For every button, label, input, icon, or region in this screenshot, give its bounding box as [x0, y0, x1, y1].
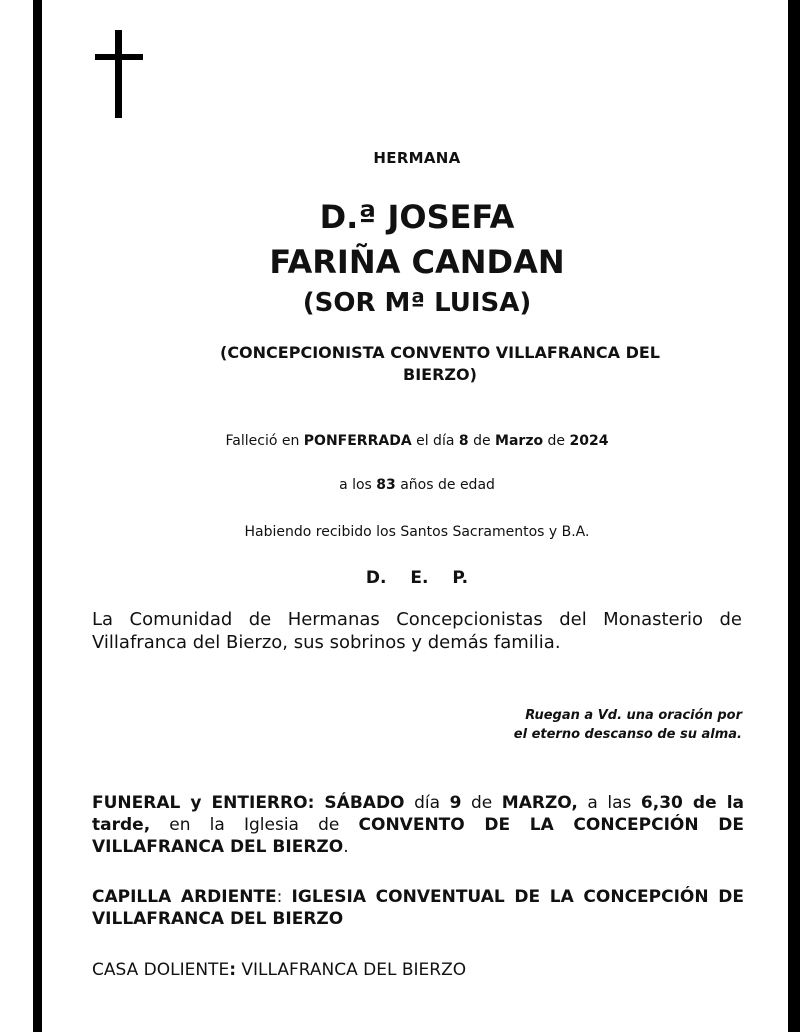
house-label: CASA DOLIENTE: [92, 960, 230, 980]
death-place: PONFERRADA: [303, 433, 412, 449]
religious-name: (SOR Mª LUISA): [302, 288, 532, 318]
name-line-1: D.ª JOSEFA: [319, 198, 515, 236]
chapel-info: CAPILLA ARDIENTE: IGLESIA CONVENTUAL DE LA CONCEPCIÓN DE VILLAFRANCA DEL BIERZO: [92, 887, 745, 929]
cross-icon: [95, 30, 145, 120]
prayer-request: Ruegan a Vd. una oración por el eterno descanso de su alma.: [513, 708, 742, 742]
funeral-info: FUNERAL y ENTIERRO: SÁBADO día 9 de MARZO, a las 6,30 de la tarde, en la Iglesia de CONVENTO DE LA CONCEPCIÓN DE VILLAFRANCA DEL BIERZO.: [92, 793, 744, 857]
sacraments-text: Habiendo recibido los Santos Sacramentos y B.A.: [244, 524, 590, 540]
community-text: La Comunidad de Hermanas Concepcionistas del Monasterio de Villafranca del Bierzo, sus sobrinos y demás familia.: [92, 609, 742, 653]
funeral-label: FUNERAL y ENTIERRO: SÁBADO: [92, 793, 405, 813]
chapel-place: IGLESIA CONVENTUAL DE LA CONCEPCIÓN DE VILLAFRANCA DEL BIERZO: [92, 887, 745, 929]
right-border: [788, 0, 800, 1032]
heading: HERMANA: [373, 149, 461, 167]
chapel-label: CAPILLA ARDIENTE: [92, 887, 277, 907]
left-border: [33, 0, 42, 1032]
death-month: Marzo: [495, 433, 544, 449]
funeral-month: MARZO,: [501, 793, 578, 813]
age-info: a los 83 años de edad: [339, 477, 495, 493]
death-day: 8: [458, 433, 469, 449]
dep-text: D. E. P.: [365, 568, 469, 588]
funeral-time: 6,30 de la tarde: [92, 793, 744, 835]
name-line-2: FARIÑA CANDAN: [269, 243, 565, 281]
religious-order: (CONCEPCIONISTA CONVENTO VILLAFRANCA DEL BIERZO): [220, 343, 660, 384]
death-year: 2024: [569, 433, 609, 449]
house-info: CASA DOLIENTE: VILLAFRANCA DEL BIERZO: [92, 960, 467, 980]
funeral-day: 9: [449, 793, 462, 813]
age-years: 83: [376, 477, 396, 493]
death-info: Falleció en PONFERRADA el día 8 de Marzo de 2024: [225, 433, 609, 449]
funeral-church: CONVENTO DE LA CONCEPCIÓN DE VILLAFRANCA DEL BIERZO: [92, 815, 744, 857]
house-place: VILLAFRANCA DEL BIERZO: [236, 960, 467, 980]
deceased-name: [92, 195, 742, 285]
